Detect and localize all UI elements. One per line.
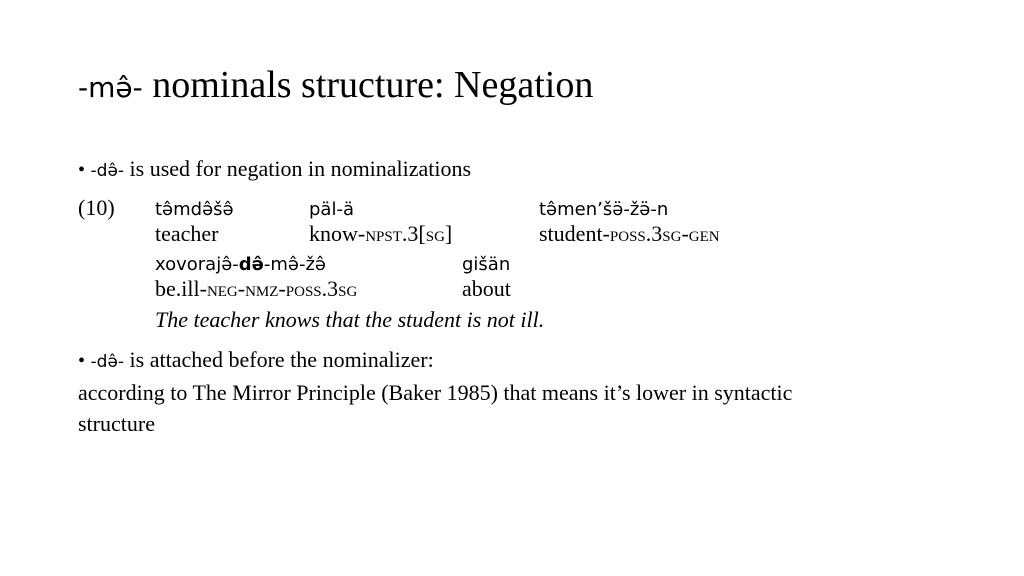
bullet-1-marker: •: [78, 159, 86, 181]
bullet-2-text: is attached before the nominalizer:: [124, 347, 434, 372]
bullet-2-morpheme: -də̂-: [90, 352, 125, 372]
bullet-1-morpheme: -də̂-: [90, 161, 125, 181]
bullet-1-text: is used for negation in nominalizations: [124, 156, 472, 181]
example-l2-obj-1: xovorajə̂-də̂-mə̂-žə̂: [155, 254, 326, 275]
slide-title: [78, 62, 593, 111]
bullet-2-line-3: structure: [78, 411, 155, 436]
example-l1-gloss-2: know-npst.3[sg]: [309, 221, 453, 246]
bullet-2: [78, 347, 434, 375]
example-l1-obj-3: tə̂men’šə̈-žə̈-n: [539, 199, 669, 220]
example-l2-obj-2: gišän: [462, 254, 511, 275]
bullet-1: [78, 156, 471, 184]
bullet-2-line-2: according to The Mirror Principle (Baker 1985) that means it’s lower in syntactic: [78, 380, 793, 405]
example-l2-gloss-1: be.ill-neg-nmz-poss.3sg: [155, 276, 358, 301]
negation-morpheme-highlight: də̂: [238, 254, 264, 275]
example-l1-gloss-1: teacher: [155, 221, 219, 246]
title-morpheme: -mə̂-: [78, 71, 143, 104]
example-l1-obj-1: tə̂mdə̂šə̂: [155, 199, 234, 220]
example-l1-obj-2: päl-ä: [309, 199, 354, 220]
bullet-2-marker: •: [78, 350, 86, 372]
example-number: (10): [78, 195, 115, 220]
title-text: nominals structure: Negation: [142, 64, 594, 106]
example-translation: The teacher knows that the student is not ill.: [155, 307, 545, 332]
example-l1-gloss-3: student-poss.3sg-gen: [539, 221, 720, 246]
example-l2-gloss-2: about: [462, 276, 511, 301]
